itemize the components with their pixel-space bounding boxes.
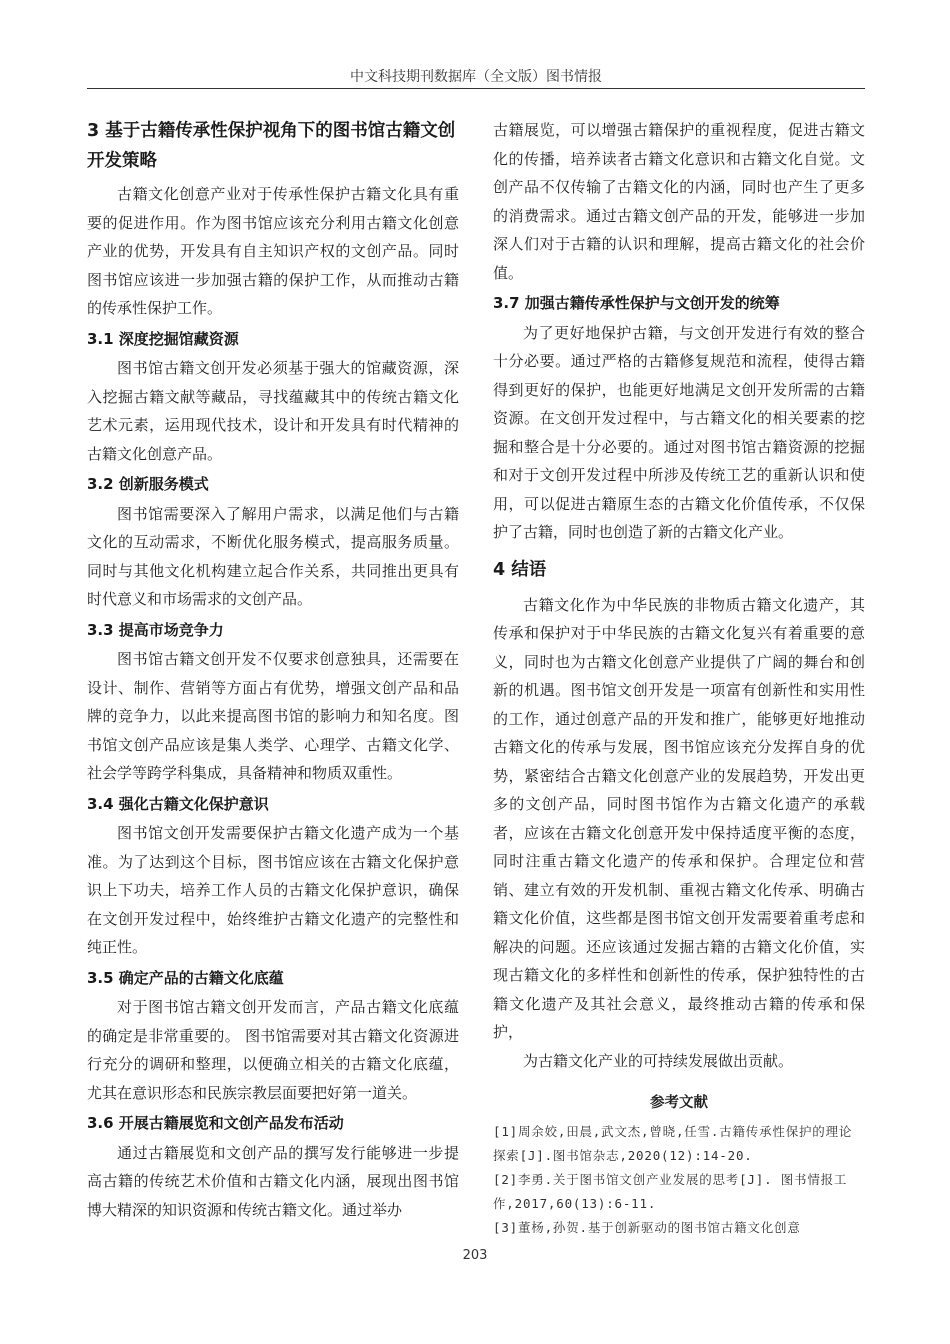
page-number: 203 xyxy=(462,1248,488,1263)
reference-item: [1]周余姣,田晨,武文杰,曾晓,任雪.古籍传承性保护的理论探索[J].图书馆杂志,2020(12):14-20. xyxy=(493,1123,853,1163)
section-3-6-heading: 3.6 开展古籍展览和文创产品发布活动 xyxy=(87,1114,344,1132)
section-3-intro: 古籍文化创意产业对于传承性保护古籍文化具有重要的促进作用。作为图书馆应该充分利用古籍文化创意产业的优势，开发具有自主知识产权的文创产品。同时图书馆应该进一步加强古籍的保护工作，从而推动古籍的传承性保护工作。 xyxy=(87,185,459,317)
section-3-4-heading: 3.4 强化古籍文化保护意识 xyxy=(87,794,269,813)
journal-header: 中文科技期刊数据库（全文版）图书情报 xyxy=(350,69,602,85)
left-column xyxy=(87,116,459,1224)
section-3-1-text: 图书馆古籍文创开发必须基于强大的馆藏资源，深入挖掘古籍文献等藏品，寻找蕴藏其中的传统古籍文化艺术元素，运用现代技术，设计和开发具有时代精神的古籍文化创意产品。 xyxy=(87,359,459,463)
section-3-4-text: 图书馆文创开发需要保护古籍文化遗产成为一个基准。为了达到这个目标，图书馆应该在古籍文化保护意识上下功夫，培养工作人员的古籍文化保护意识，确保在文创开发过程中，始终维护古籍文化遗产的完整性和纯正性。 xyxy=(87,824,459,956)
section-3-3-heading: 3.3 提高市场竞争力 xyxy=(87,620,224,639)
section-3-heading: 3 基于古籍传承性保护视角下的图书馆古籍文创开发策略 xyxy=(87,121,456,171)
section-4-heading: 4 结语 xyxy=(493,559,547,580)
section-3-7-text: 为了更好地保护古籍，与文创开发进行有效的整合十分必要。通过严格的古籍修复规范和流程，使得古籍得到更好的保护，也能更好地满足文创开发所需的古籍资源。在文创开发过程中，与古籍文化的相关要素的挖掘和整合是十分必要的。通过对图书馆古籍资源的挖掘和对于文创开发过程中所涉及传统工艺的重新认识和使用，可以促进古籍原生态的古籍文化价值传承，不仅保护了古籍，同时也创造了新的古籍文化产业。 xyxy=(493,323,865,541)
section-3-3-text: 图书馆古籍文创开发不仅要求创意独具，还需要在设计、制作、营销等方面占有优势，增强文创产品和品牌的竞争力，以此来提高图书馆的影响力和知名度。图书馆文创产品应该是集人类学、心理学、古籍文化学、社会学等跨学科集成，具备精神和物质双重性。 xyxy=(87,650,459,782)
references-title: 参考文献 xyxy=(650,1095,708,1111)
section-4-text-closing: 为古籍文化产业的可持续发展做出贡献。 xyxy=(523,1051,794,1070)
section-4-text: 古籍文化作为中华民族的非物质古籍文化遗产，其传承和保护对于中华民族的古籍文化复兴有着重要的意义，同时也为古籍文化创意产业提供了广阔的舞台和创新的机遇。图书馆文创开发是一项富有创新性和实用性的工作，通过创意产品的开发和推广，能够更好地推动古籍文化的传承与发展，图书馆应该充分发挥自身的优势，紧密结合古籍文化创意产业的发展趋势，开发出更多的文创产品，同时图书馆作为古籍文化遗产的承载者，应该在古籍文化创意开发中保持适度平衡的态度，同时注重古籍文化遗产的传承和保护。合理定位和营销、建立有效的开发机制、重视古籍文化传承、明确古籍文化价值，这些都是图书馆文创开发需要着重考虑和解决的问题。还应该通过发掘古籍的古籍文化价值，实现古籍文化的多样性和创新性的传承，保护独特性的古籍文化遗产及其社会意义，最终推动古籍的传承和保护， xyxy=(493,595,865,1041)
section-3-7-heading: 3.7 加强古籍传承性保护与文创开发的统筹 xyxy=(493,294,780,312)
section-3-1-heading: 3.1 深度挖掘馆藏资源 xyxy=(87,329,239,348)
section-3-5-text: 对于图书馆古籍文创开发而言，产品古籍文化底蕴的确定是非常重要的。 图书馆需要对其古籍文化资源进行充分的调研和整理，以便确立相关的古籍文化底蕴，尤其在意识形态和民族宗教层面要把好第一道关。 xyxy=(87,998,459,1102)
section-3-6-text-continued: 古籍展览，可以增强古籍保护的重视程度，促进古籍文化的传播，培养读者古籍文化意识和古籍文化自觉。文创产品不仅传输了古籍文化的内涵，同时也产生了更多的消费需求。通过古籍文创产品的开发，能够进一步加深人们对于古籍的认识和理解，提高古籍文化的社会价值。 xyxy=(493,121,865,282)
section-3-2-heading: 3.2 创新服务模式 xyxy=(87,475,209,493)
reference-item: [3]董杨,孙贺.基于创新驱动的图书馆古籍文化创意 xyxy=(493,1219,801,1235)
section-3-2-text: 图书馆需要深入了解用户需求，以满足他们与古籍文化的互动需求，不断优化服务模式，提高服务质量。同时与其他文化机构建立起合作关系，共同推出更具有时代意义和市场需求的文创产品。 xyxy=(87,504,459,608)
reference-item: [2]李勇.关于图书馆文创产业发展的思考[J]. 图书情报工作,2017,60(13):6-11. xyxy=(493,1171,848,1211)
right-column xyxy=(493,116,865,1240)
section-3-5-heading: 3.5 确定产品的古籍文化底蕴 xyxy=(87,968,284,987)
header-divider xyxy=(87,88,865,89)
section-3-6-text-start: 通过古籍展览和文创产品的撰写发行能够进一步提高古籍的传统艺术价值和古籍文化内涵，展现出图书馆博大精深的知识资源和传统古籍文化。通过举办 xyxy=(87,1143,459,1219)
